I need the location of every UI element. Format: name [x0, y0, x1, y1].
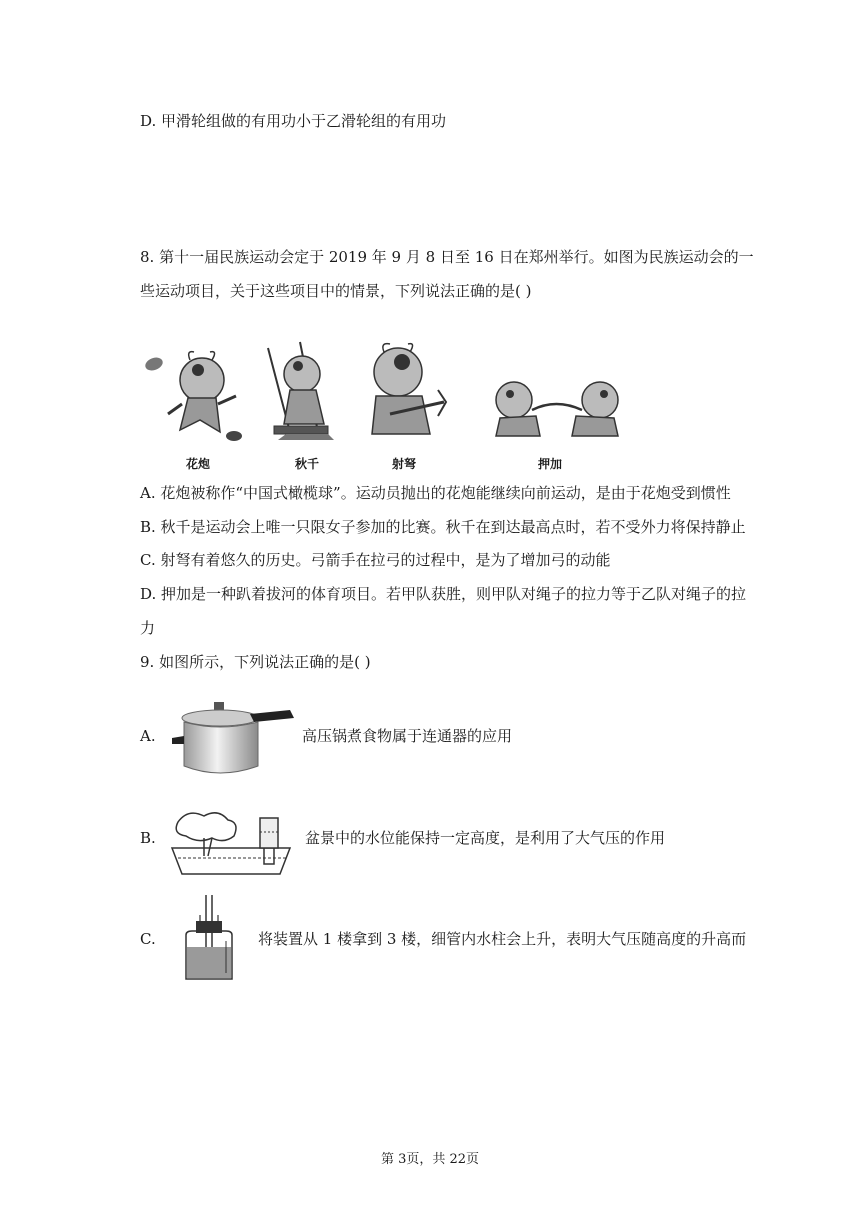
q9-option-a-text: 高压锅煮食物属于连通器的应用 — [302, 727, 513, 745]
q9-option-b-text: 盆景中的水位能保持一定高度，是利用了大气压的作用 — [305, 829, 666, 847]
bottle-tube-apparatus-image — [178, 893, 240, 985]
huapao-figure — [143, 352, 242, 441]
pressure-cooker-image — [170, 700, 296, 780]
q8-option-c: C. 射弩有着悠久的历史。弓箭手在拉弓的过程中，是为了增加弓的动能 — [140, 551, 611, 569]
q8-option-d-line2: 力 — [140, 619, 156, 637]
caption-yajia: 押加 — [538, 457, 563, 471]
q9-option-b-label: B. — [140, 829, 156, 847]
q8-option-d-line1: D. 押加是一种趴着拔河的体育项目。若甲队获胜，则甲队对绳子的拉力等于乙队对绳子的拉 — [140, 585, 747, 603]
bonsai-image — [168, 808, 298, 878]
q7-option-d: D. 甲滑轮组做的有用功小于乙滑轮组的有用功 — [140, 112, 447, 130]
yajia-figure — [496, 382, 618, 436]
caption-huapao: 花炮 — [186, 457, 211, 471]
q8-option-a: A. 花炮被称作“中国式橄榄球”。运动员抛出的花炮能继续向前运动，是由于花炮受到惯性 — [140, 484, 731, 502]
q9-option-c-text: 将装置从 1 楼拿到 3 楼，细管内水柱会上升，表明大气压随高度的升高而 — [258, 930, 747, 948]
page-number-footer: 第 3页，共 22页 — [380, 1152, 480, 1167]
shenu-figure — [372, 344, 446, 434]
q8-stem-line1: 8. 第十一届民族运动会定于 2019 年 9 月 8 日至 16 日在郑州举行。如图为民族运动会的一 — [140, 248, 754, 266]
q8-option-b: B. 秋千是运动会上唯一只限女子参加的比赛。秋千在到达最高点时，若不受外力将保持静止 — [140, 518, 746, 536]
caption-qiuqian: 秋千 — [295, 457, 320, 471]
caption-shenu: 射弩 — [392, 457, 417, 471]
q9-option-c-label: C. — [140, 930, 156, 948]
qiuqian-figure — [268, 342, 334, 440]
q8-sports-illustration — [140, 340, 630, 444]
q9-stem: 9. 如图所示，下列说法正确的是( ) — [140, 653, 371, 671]
q8-stem-line2: 些运动项目，关于这些项目中的情景，下列说法正确的是( ) — [140, 282, 532, 300]
q9-option-a-label: A. — [140, 727, 156, 745]
